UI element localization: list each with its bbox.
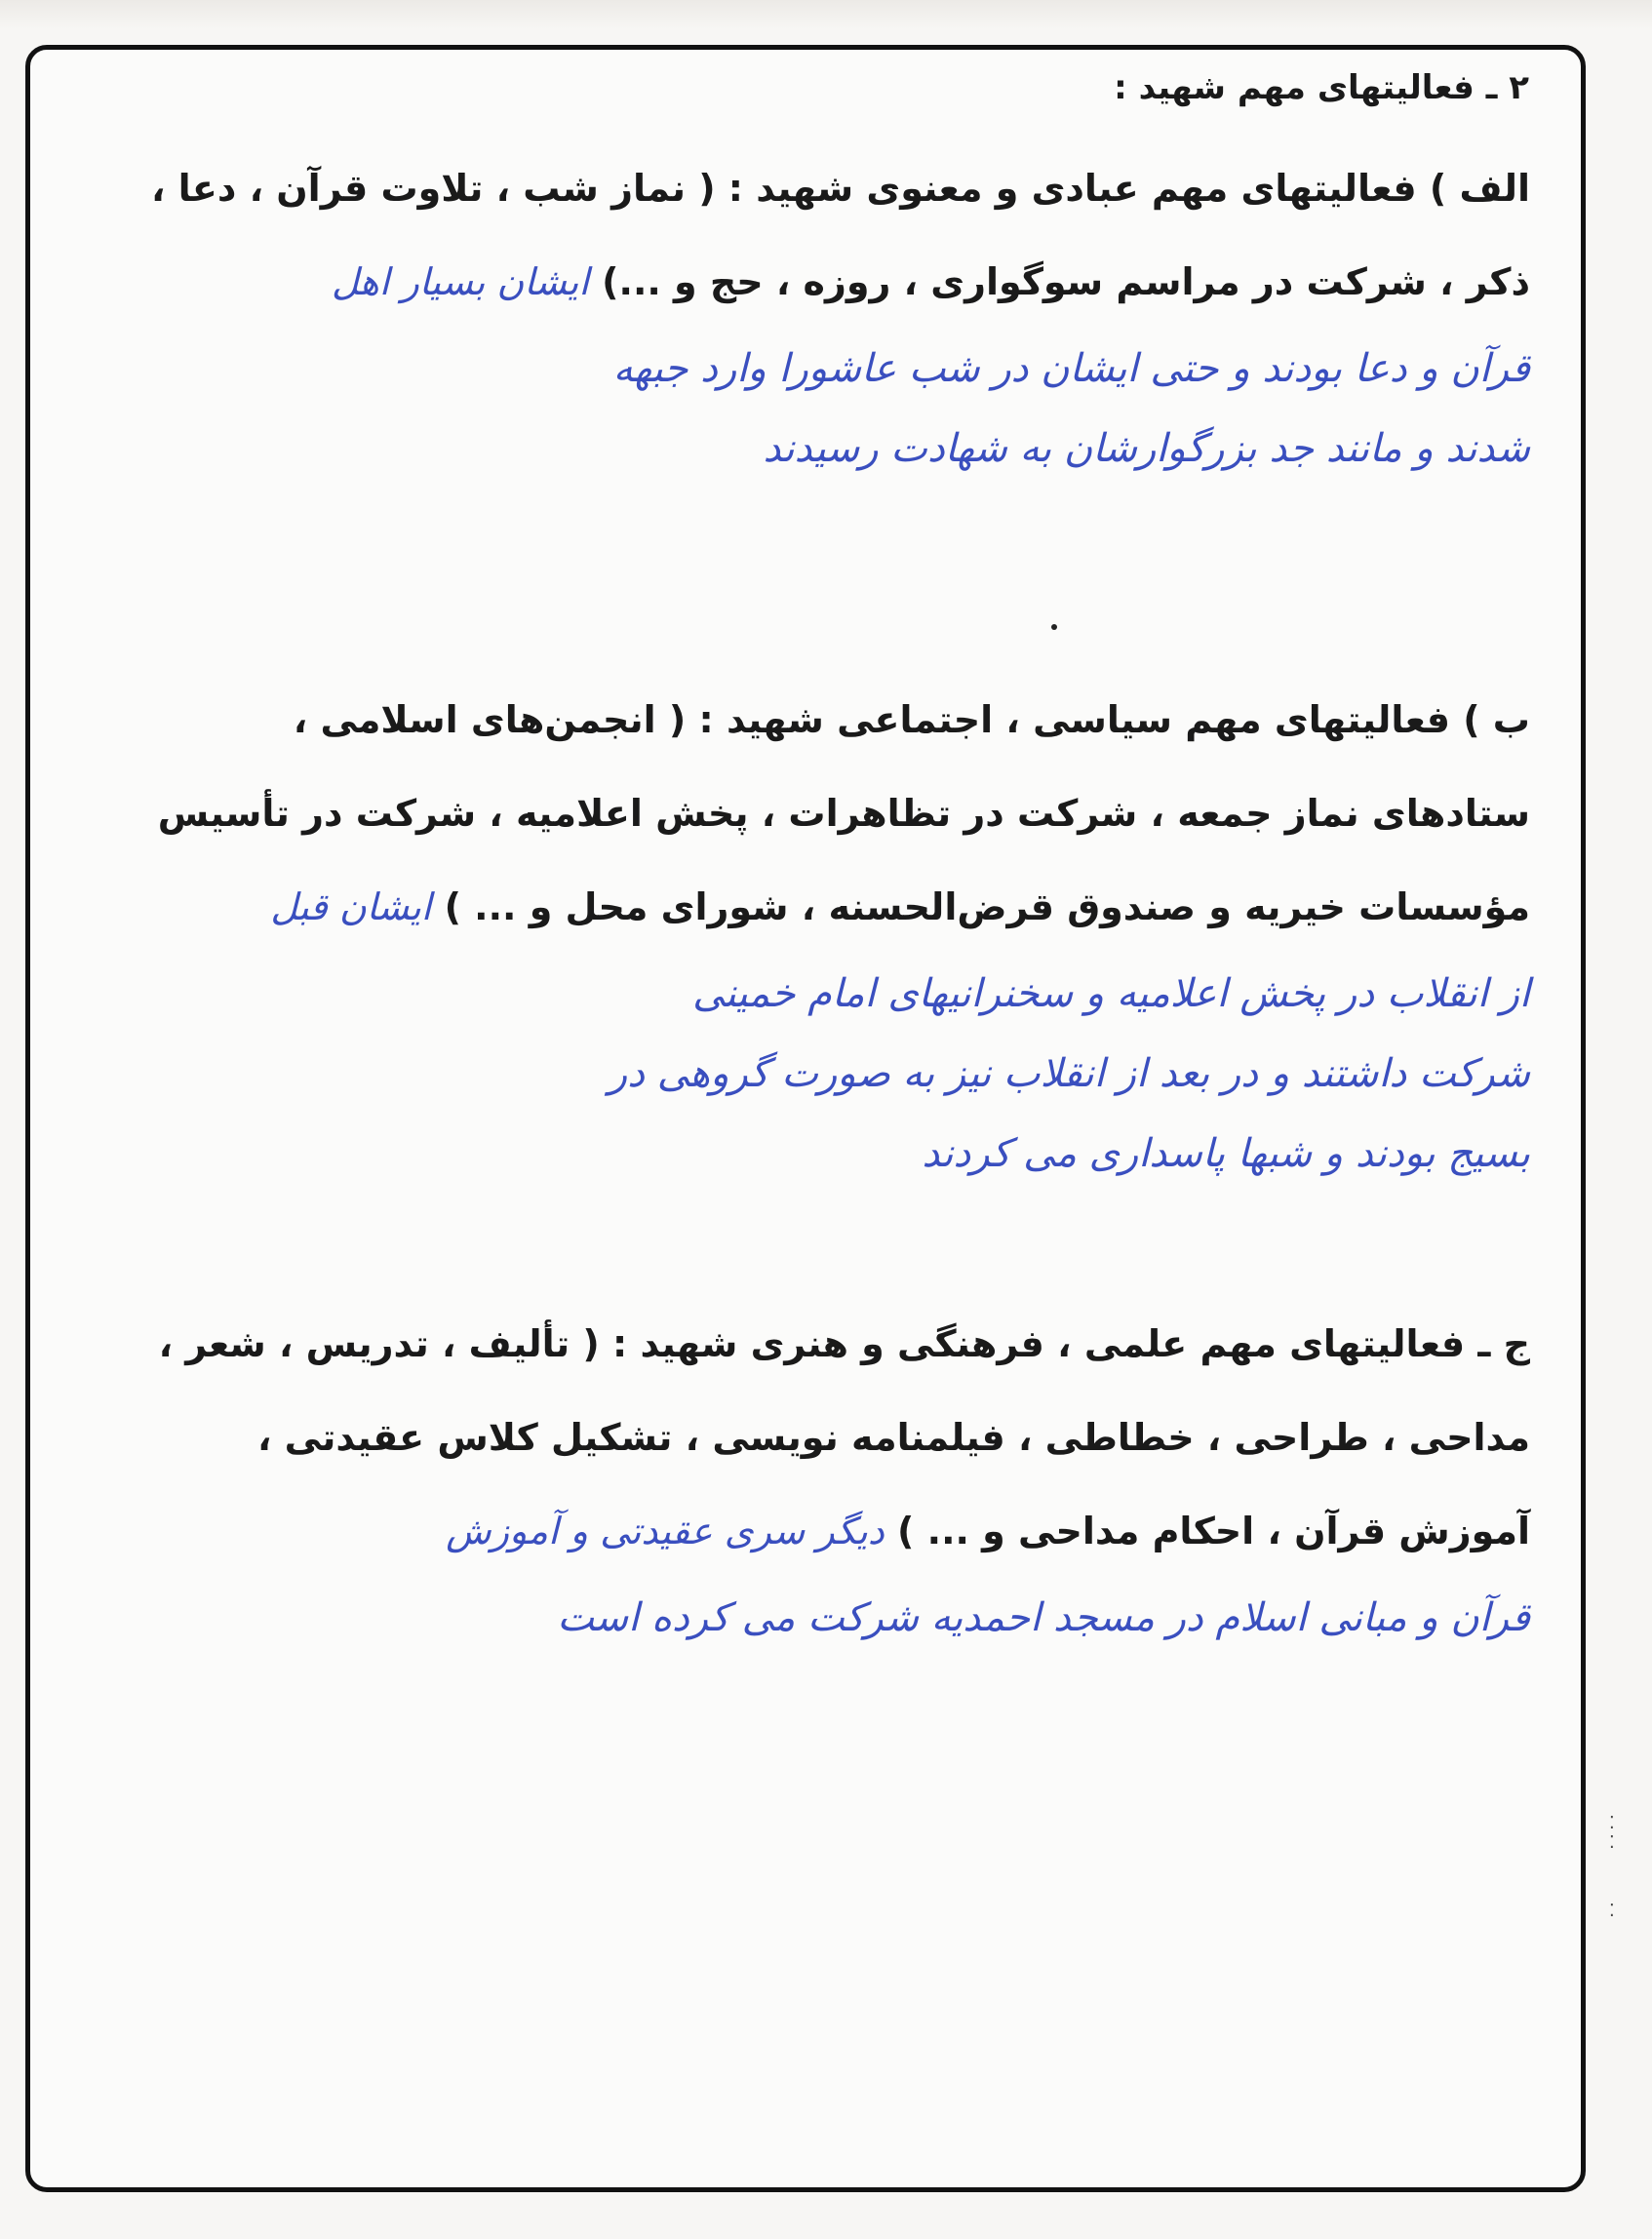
handwritten-inline-answer: ایشان بسیار اهل (331, 260, 589, 303)
page-heading: ۲ ـ فعالیتهای مهم شهید : (1114, 68, 1529, 107)
printed-line: الف ) فعالیتهای مهم عبادی و معنوی شهید : ( نماز شب ، تلاوت قرآن ، دعا ، (150, 167, 1530, 210)
handwritten-inline-answer: دیگر سری عقیدتی و آموزش (446, 1510, 885, 1552)
printed-line: مداحی ، طراحی ، خطاطی ، فیلمنامه نویسی ، تشکیل کلاس عقیدتی ، (256, 1416, 1530, 1459)
printed-line: ج ـ فعالیتهای مهم علمی ، فرهنگی و هنری شهید : ( تألیف ، تدریس ، شعر ، (158, 1322, 1530, 1365)
section-be (97, 673, 1530, 1194)
handwritten-line: قرآن و مبانی اسلام در مسجد احمدیه شرکت می کرده است (557, 1595, 1530, 1640)
printed-line: ستادهای نماز جمعه ، شرکت در تظاهرات ، پخش اعلامیه ، شرکت در تأسیس (157, 792, 1530, 835)
handwritten-inline-answer: ایشان قبل (270, 885, 432, 928)
handwritten-line: از انقلاب در پخش اعلامیه و سخنرانیهای امام خمینی (692, 971, 1530, 1016)
handwritten-line: شرکت داشتند و در بعد از انقلاب نیز به صورت گروهی در (608, 1051, 1530, 1096)
scan-bleed-mark: ⁚ (1609, 1832, 1615, 1853)
printed-line-with-handwriting (97, 235, 1530, 329)
printed-line-with-handwriting (97, 860, 1530, 954)
section-alef (97, 141, 1530, 489)
printed-line-with-handwriting (97, 1484, 1530, 1578)
stray-dot (1051, 624, 1057, 630)
printed-text: آموزش قرآن ، احکام مداحی و ... ) (897, 1510, 1530, 1552)
scan-bleed-mark: ⁚ (1609, 1813, 1615, 1833)
handwritten-line: شدند و مانند جد بزرگوارشان به شهادت رسیدند (763, 426, 1530, 471)
scan-bleed-mark: ⁚ (1609, 1901, 1615, 1921)
scan-top-edge (0, 0, 1652, 29)
printed-text: مؤسسات خیریه و صندوق قرض‌الحسنه ، شورای محل و ... ) (444, 885, 1530, 928)
printed-line: ب ) فعالیتهای مهم سیاسی ، اجتماعی شهید : ( انجمن‌های اسلامی ، (293, 698, 1530, 741)
section-jim (97, 1297, 1530, 1658)
handwritten-line: بسیج بودند و شبها پاسداری می کردند (922, 1131, 1530, 1176)
handwritten-line: قرآن و دعا بودند و حتی ایشان در شب عاشورا وارد جبهه (612, 346, 1530, 391)
printed-text: ذکر ، شرکت در مراسم سوگواری ، روزه ، حج و ...) (602, 260, 1530, 303)
